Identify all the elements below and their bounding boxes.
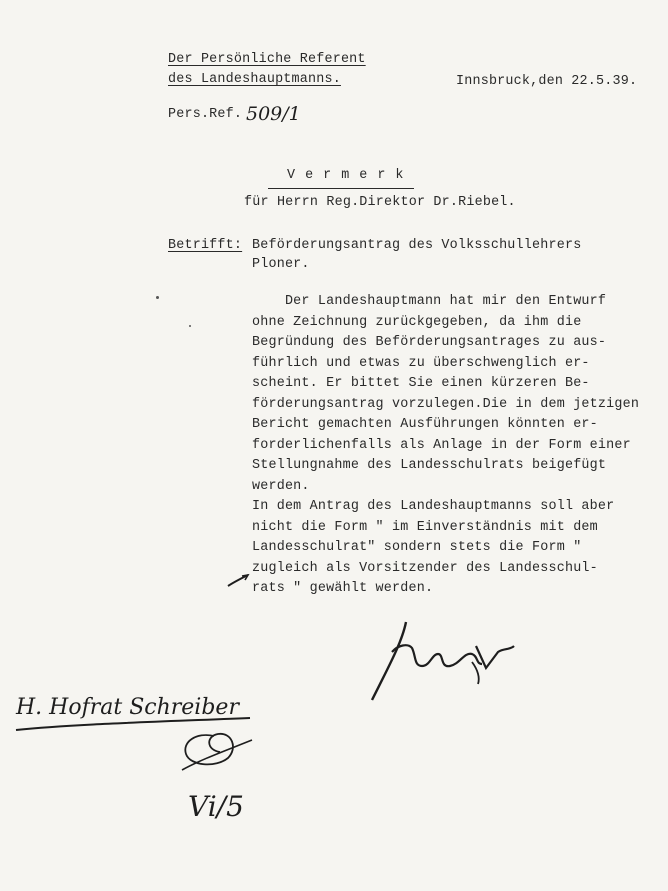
body-line: forderlichenfalls als Anlage in der Form einer [252, 437, 631, 453]
reference-number-handwritten [246, 100, 306, 128]
handwritten-loop-mark [176, 722, 256, 777]
sender-line-1: Der Persönliche Referent [168, 52, 366, 67]
sender-line-2: des Landeshauptmanns. [168, 72, 341, 87]
body-line: rats " gewählt werden. [252, 581, 434, 596]
subject-line-2: Ploner. [252, 257, 310, 272]
margin-arrow-mark [226, 572, 252, 590]
body-line: förderungsantrag vorzulegen.Die in dem jetzigen [252, 396, 640, 412]
body-line: nicht die Form " im Einverständnis mit dem [252, 519, 598, 535]
body-line: Stellungnahme des Landesschulrats beigefügt [252, 458, 607, 473]
title-rule [268, 188, 414, 189]
signature-mark [368, 612, 518, 707]
body-line: Begründung des Beförderungsantrages zu aus- [252, 335, 607, 350]
svg-text:Vi/5: Vi/5 [188, 790, 244, 823]
paper-speck [189, 325, 191, 327]
subject-line-1: Beförderungsantrag des Volksschullehrers [252, 238, 582, 253]
reference-label: Pers.Ref. [168, 107, 243, 122]
handwritten-initial-bottom [186, 778, 276, 838]
paper-speck [156, 296, 159, 299]
body-line: Der Landeshauptmann hat mir den Entwurf [252, 294, 607, 309]
body-line: führlich und etwas zu überschwenglich er- [252, 355, 590, 371]
svg-text:509/1: 509/1 [246, 103, 301, 125]
svg-text:H. Hofrat Schreiber: H. Hofrat Schreiber [16, 695, 239, 720]
body-line: zugleich als Vorsitzender des Landesschul- [252, 560, 598, 576]
body-line: ohne Zeichnung zurückgegeben, da ihm die [252, 314, 582, 330]
place-date: Innsbruck,den 22.5.39. [456, 74, 638, 89]
body-line: Bericht gemachten Ausführungen könnten er- [252, 417, 598, 432]
addressee-line: für Herrn Reg.Direktor Dr.Riebel. [244, 195, 516, 210]
subject-label: Betrifft: [168, 238, 243, 253]
body-line: scheint. Er bittet Sie einen kürzeren Be- [252, 376, 590, 391]
document-title: V e r m e r k [287, 168, 405, 183]
body-line: Landesschulrat" sondern stets die Form " [252, 540, 582, 555]
body-line: In dem Antrag des Landeshauptmanns soll aber [252, 499, 615, 514]
body-line: werden. [252, 478, 310, 494]
